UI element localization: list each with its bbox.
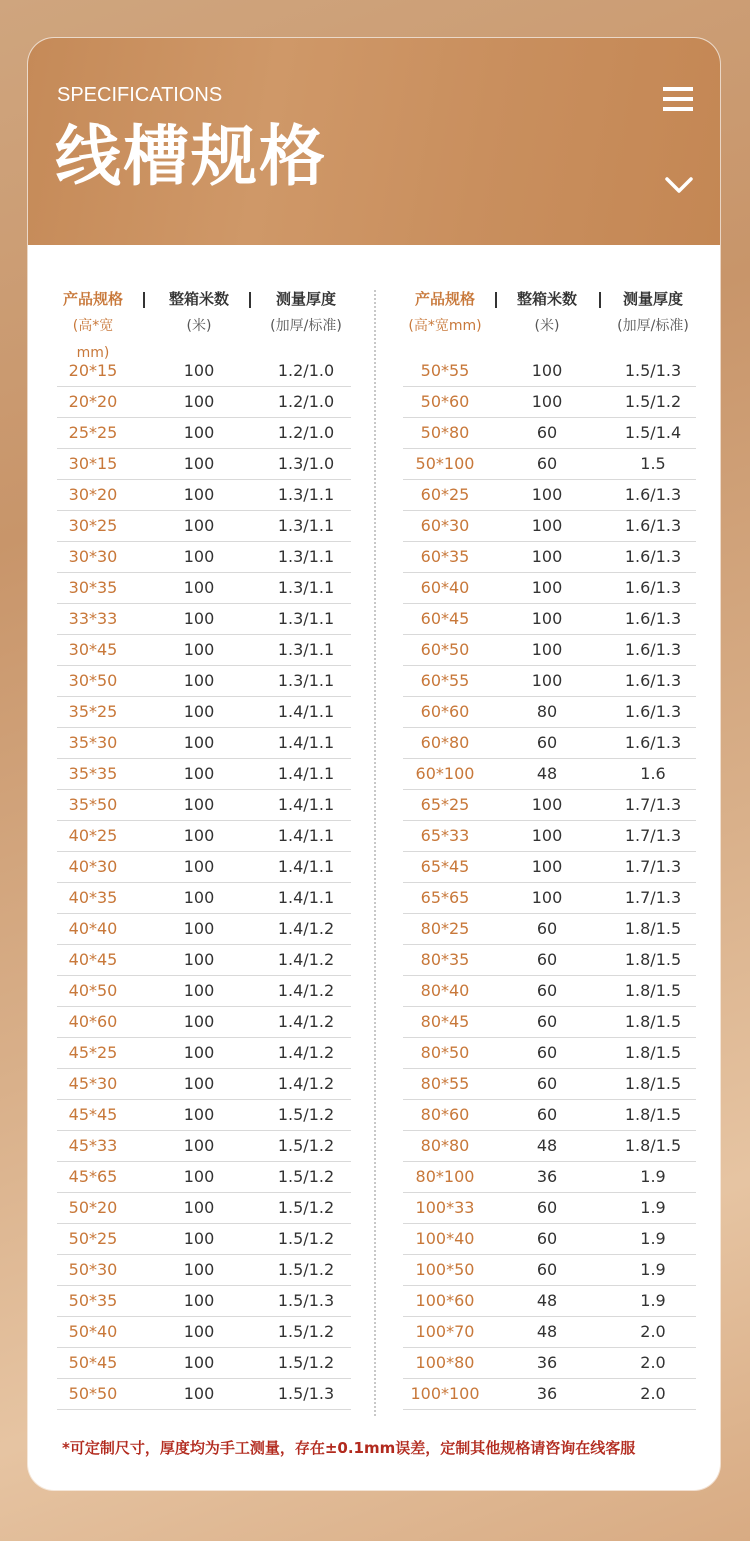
spec-cell: 40*45 [68,950,118,969]
thickness-cell: 1.4/1.1 [277,764,335,783]
thickness-cell: 1.5/1.3 [277,1291,335,1310]
length-cell: 100 [183,1384,215,1403]
thickness-cell: 1.4/1.1 [277,795,335,814]
thickness-cell: 1.2/1.0 [277,392,335,411]
length-cell: 100 [183,1260,215,1279]
table-row [57,604,351,635]
spec-cell: 33*33 [68,609,118,628]
table-row [403,480,696,511]
length-cell: 100 [183,702,215,721]
length-cell: 100 [183,1353,215,1372]
length-cell: 36 [536,1167,558,1186]
length-cell: 100 [183,609,215,628]
length-cell: 100 [183,1322,215,1341]
thickness-cell: 1.4/1.2 [277,919,335,938]
table-row [403,1379,696,1410]
spec-cell: 60*50 [420,640,470,659]
thickness-cell: 1.4/1.1 [277,857,335,876]
spec-cell: 20*20 [68,392,118,411]
thickness-cell: 1.3/1.1 [277,516,335,535]
spec-cell: 60*25 [420,485,470,504]
table-row [57,976,351,1007]
spec-cell: 60*40 [420,578,470,597]
table-row [403,790,696,821]
spec-cell: 100*70 [415,1322,475,1341]
table-row [403,542,696,573]
table-row [403,604,696,635]
length-cell: 100 [183,361,215,380]
table-row [403,883,696,914]
spec-cell: 40*35 [68,888,118,907]
spec-cell: 45*25 [68,1043,118,1062]
length-cell: 100 [183,981,215,1000]
length-cell: 100 [531,392,563,411]
spec-cell: 80*25 [420,919,470,938]
table-row [57,1379,351,1410]
table-row [57,821,351,852]
spec-cell: 25*25 [68,423,118,442]
table-row [403,356,696,387]
table-body [403,356,696,1410]
spec-cell: 35*35 [68,764,118,783]
spec-cell: 100*50 [415,1260,475,1279]
thickness-cell: 1.7/1.3 [624,795,682,814]
length-cell: 100 [531,640,563,659]
table-row [57,883,351,914]
length-cell: 100 [183,826,215,845]
table-row [403,914,696,945]
table-row [57,387,351,418]
table-row [403,573,696,604]
thickness-cell: 1.3/1.1 [277,485,335,504]
length-cell: 100 [183,1043,215,1062]
thickness-cell: 1.8/1.5 [624,1105,682,1124]
spec-cell: 45*33 [68,1136,118,1155]
thickness-cell: 1.5/1.3 [624,361,682,380]
table-row [403,728,696,759]
table-row [57,1348,351,1379]
spec-cell: 50*25 [68,1229,118,1248]
length-cell: 100 [183,578,215,597]
spec-cell: 100*60 [415,1291,475,1310]
length-cell: 60 [536,1229,558,1248]
length-cell: 100 [183,1291,215,1310]
spec-cell: 30*50 [68,671,118,690]
spec-cell: 30*45 [68,640,118,659]
length-cell: 100 [183,1198,215,1217]
thickness-cell: 1.6/1.3 [624,516,682,535]
col-header-length: 整箱米数 (米) [168,290,229,334]
spec-table-right [403,286,696,1403]
thickness-cell: 1.8/1.5 [624,919,682,938]
spec-cell: 50*55 [420,361,470,380]
table-row [57,573,351,604]
spec-cell: 80*40 [420,981,470,1000]
spec-cell: 50*50 [68,1384,118,1403]
thickness-cell: 1.3/1.1 [277,640,335,659]
thickness-cell: 1.8/1.5 [624,981,682,1000]
length-cell: 60 [536,423,558,442]
table-row [57,449,351,480]
spec-cell: 35*25 [68,702,118,721]
thickness-cell: 1.5/1.2 [277,1229,335,1248]
thickness-cell: 1.5/1.2 [277,1167,335,1186]
thickness-cell: 1.6/1.3 [624,702,682,721]
thickness-cell: 1.9 [640,1260,666,1279]
thickness-cell: 1.5/1.2 [277,1322,335,1341]
length-cell: 100 [183,1105,215,1124]
table-row [403,1038,696,1069]
thickness-cell: 1.6/1.3 [624,578,682,597]
table-row [403,418,696,449]
spec-cell: 35*50 [68,795,118,814]
spec-cell: 80*35 [420,950,470,969]
length-cell: 60 [536,1105,558,1124]
thickness-cell: 1.2/1.0 [277,423,335,442]
spec-cell: 30*15 [68,454,118,473]
thickness-cell: 1.2/1.0 [277,361,335,380]
spec-cell: 80*45 [420,1012,470,1031]
thickness-cell: 1.4/1.2 [277,1012,335,1031]
length-cell: 100 [183,888,215,907]
thickness-cell: 1.5/1.2 [277,1260,335,1279]
spec-cell: 65*25 [420,795,470,814]
table-row [403,759,696,790]
table-row [57,1286,351,1317]
length-cell: 48 [536,1322,558,1341]
spec-cell: 45*30 [68,1074,118,1093]
thickness-cell: 1.3/1.1 [277,547,335,566]
spec-cell: 100*100 [410,1384,480,1403]
spec-cell: 80*60 [420,1105,470,1124]
thickness-cell: 1.8/1.5 [624,1043,682,1062]
length-cell: 100 [531,578,563,597]
table-row [57,1100,351,1131]
thickness-cell: 1.4/1.2 [277,950,335,969]
table-body [57,356,351,1410]
length-cell: 48 [536,1136,558,1155]
thickness-cell: 1.3/1.1 [277,671,335,690]
length-cell: 100 [183,1136,215,1155]
table-row [57,356,351,387]
length-cell: 60 [536,919,558,938]
spec-cell: 80*80 [420,1136,470,1155]
table-row [403,1317,696,1348]
table-row [57,790,351,821]
length-cell: 60 [536,950,558,969]
table-row [57,1038,351,1069]
chevron-down-icon[interactable] [664,175,694,195]
length-cell: 100 [531,516,563,535]
table-row [403,697,696,728]
table-row [57,1224,351,1255]
length-cell: 100 [531,609,563,628]
length-cell: 100 [531,857,563,876]
thickness-cell: 1.8/1.5 [624,950,682,969]
thickness-cell: 1.9 [640,1291,666,1310]
thickness-cell: 1.3/1.0 [277,454,335,473]
spec-cell: 40*30 [68,857,118,876]
table-header [403,286,696,362]
thickness-cell: 1.8/1.5 [624,1074,682,1093]
thickness-cell: 1.8/1.5 [624,1012,682,1031]
table-row [57,697,351,728]
spec-cell: 80*55 [420,1074,470,1093]
length-cell: 100 [531,795,563,814]
thickness-cell: 1.3/1.1 [277,578,335,597]
spec-cell: 40*25 [68,826,118,845]
spec-cell: 20*15 [68,361,118,380]
col-header-spec: 产品规格 (高*宽mm) [408,290,482,334]
spec-cell: 50*20 [68,1198,118,1217]
spec-cell: 40*50 [68,981,118,1000]
length-cell: 100 [183,423,215,442]
thickness-cell: 1.5/1.2 [624,392,682,411]
length-cell: 100 [183,1012,215,1031]
table-row [403,976,696,1007]
thickness-cell: 1.5/1.2 [277,1105,335,1124]
thickness-cell: 1.4/1.2 [277,1074,335,1093]
length-cell: 100 [183,950,215,969]
spec-cell: 60*45 [420,609,470,628]
thickness-cell: 1.6/1.3 [624,547,682,566]
spec-cell: 65*45 [420,857,470,876]
spec-cell: 50*45 [68,1353,118,1372]
length-cell: 100 [183,1167,215,1186]
thickness-cell: 1.3/1.1 [277,609,335,628]
table-row [57,759,351,790]
length-cell: 100 [183,640,215,659]
footnote: *可定制尺寸，厚度均为手工测量，存在±0.1mm误差，定制其他规格请咨询在线客服 [62,1439,636,1457]
thickness-cell: 1.9 [640,1198,666,1217]
table-row [57,728,351,759]
thickness-cell: 1.5/1.2 [277,1353,335,1372]
thickness-cell: 1.5/1.4 [624,423,682,442]
thickness-cell: 1.8/1.5 [624,1136,682,1155]
table-row [57,635,351,666]
thickness-cell: 1.4/1.2 [277,1043,335,1062]
thickness-cell: 1.6/1.3 [624,609,682,628]
col-header-length: 整箱米数 (米) [516,290,577,334]
thickness-cell: 1.6/1.3 [624,733,682,752]
header-subtitle: SPECIFICATIONS [57,84,223,106]
spec-cell: 50*35 [68,1291,118,1310]
thickness-cell: 1.4/1.1 [277,733,335,752]
spec-cell: 30*35 [68,578,118,597]
spec-cell: 30*20 [68,485,118,504]
page-title: 线槽规格 [55,118,327,195]
table-row [403,1131,696,1162]
table-row [57,666,351,697]
thickness-cell: 1.4/1.1 [277,826,335,845]
length-cell: 60 [536,1074,558,1093]
length-cell: 60 [536,1012,558,1031]
table-row [403,1286,696,1317]
spec-cell: 35*30 [68,733,118,752]
spec-cell: 30*25 [68,516,118,535]
length-cell: 100 [183,919,215,938]
table-row [403,666,696,697]
spec-cell: 40*60 [68,1012,118,1031]
thickness-cell: 1.5 [640,454,666,473]
thickness-cell: 1.9 [640,1167,666,1186]
table-row [403,449,696,480]
spec-cell: 45*45 [68,1105,118,1124]
thickness-cell: 1.7/1.3 [624,826,682,845]
spec-cell: 60*30 [420,516,470,535]
table-row [57,480,351,511]
length-cell: 100 [183,857,215,876]
length-cell: 100 [183,485,215,504]
spec-table-left [57,286,351,1403]
length-cell: 100 [183,733,215,752]
table-row [403,945,696,976]
table-row [57,1069,351,1100]
table-row [403,1069,696,1100]
spec-cell: 60*60 [420,702,470,721]
length-cell: 36 [536,1353,558,1372]
length-cell: 100 [531,671,563,690]
spec-cell: 50*60 [420,392,470,411]
header-separator [249,292,251,308]
header-separator [143,292,145,308]
table-row [57,542,351,573]
thickness-cell: 1.6/1.3 [624,671,682,690]
length-cell: 60 [536,1198,558,1217]
thickness-cell: 2.0 [640,1384,666,1403]
length-cell: 60 [536,454,558,473]
col-header-spec: 产品规格 (高*宽mm) [62,290,123,361]
menu-icon[interactable] [663,87,693,111]
spec-cell: 50*100 [415,454,475,473]
spec-cell: 65*65 [420,888,470,907]
spec-cell: 100*40 [415,1229,475,1248]
table-row [403,511,696,542]
spec-cell: 65*33 [420,826,470,845]
thickness-cell: 1.5/1.2 [277,1136,335,1155]
length-cell: 60 [536,1043,558,1062]
table-row [403,387,696,418]
table-row [57,418,351,449]
table-row [403,821,696,852]
spec-cell: 40*40 [68,919,118,938]
spec-cell: 45*65 [68,1167,118,1186]
length-cell: 100 [183,454,215,473]
table-row [403,1255,696,1286]
table-row [403,852,696,883]
thickness-cell: 1.7/1.3 [624,888,682,907]
length-cell: 100 [531,361,563,380]
table-row [403,1193,696,1224]
table-row [57,1162,351,1193]
thickness-cell: 1.7/1.3 [624,857,682,876]
table-row [57,914,351,945]
length-cell: 100 [531,547,563,566]
length-cell: 100 [183,547,215,566]
thickness-cell: 1.9 [640,1229,666,1248]
column-divider [374,290,376,1416]
table-row [57,1193,351,1224]
table-header [57,286,351,362]
thickness-cell: 1.4/1.1 [277,888,335,907]
spec-cell: 60*80 [420,733,470,752]
thickness-cell: 1.4/1.2 [277,981,335,1000]
header-separator [599,292,601,308]
spec-card [28,38,720,1490]
table-row [403,1007,696,1038]
header-banner [28,38,720,245]
thickness-cell: 1.6 [640,764,666,783]
length-cell: 100 [183,764,215,783]
table-row [403,1224,696,1255]
length-cell: 60 [536,981,558,1000]
spec-cell: 50*80 [420,423,470,442]
col-header-thickness: 测量厚度 (加厚/标准) [270,290,342,334]
length-cell: 100 [183,795,215,814]
thickness-cell: 1.5/1.2 [277,1198,335,1217]
spec-cell: 50*40 [68,1322,118,1341]
length-cell: 48 [536,764,558,783]
table-row [57,852,351,883]
table-row [57,945,351,976]
table-row [403,1100,696,1131]
spec-cell: 80*50 [420,1043,470,1062]
length-cell: 100 [183,516,215,535]
spec-cell: 100*80 [415,1353,475,1372]
table-row [57,1317,351,1348]
spec-cell: 30*30 [68,547,118,566]
header-separator [495,292,497,308]
table-row [57,1255,351,1286]
table-row [57,511,351,542]
length-cell: 36 [536,1384,558,1403]
spec-cell: 60*35 [420,547,470,566]
thickness-cell: 1.6/1.3 [624,640,682,659]
thickness-cell: 2.0 [640,1322,666,1341]
table-row [57,1131,351,1162]
length-cell: 100 [531,888,563,907]
length-cell: 60 [536,1260,558,1279]
spec-cell: 60*55 [420,671,470,690]
length-cell: 100 [531,485,563,504]
table-row [403,635,696,666]
length-cell: 100 [183,1074,215,1093]
spec-cell: 60*100 [415,764,475,783]
length-cell: 60 [536,733,558,752]
table-row [57,1007,351,1038]
spec-cell: 80*100 [415,1167,475,1186]
length-cell: 100 [183,1229,215,1248]
length-cell: 80 [536,702,558,721]
spec-cell: 100*33 [415,1198,475,1217]
thickness-cell: 2.0 [640,1353,666,1372]
length-cell: 48 [536,1291,558,1310]
length-cell: 100 [183,671,215,690]
length-cell: 100 [531,826,563,845]
thickness-cell: 1.5/1.3 [277,1384,335,1403]
table-row [403,1348,696,1379]
thickness-cell: 1.4/1.1 [277,702,335,721]
thickness-cell: 1.6/1.3 [624,485,682,504]
length-cell: 100 [183,392,215,411]
table-row [403,1162,696,1193]
col-header-thickness: 测量厚度 (加厚/标准) [617,290,689,334]
spec-cell: 50*30 [68,1260,118,1279]
